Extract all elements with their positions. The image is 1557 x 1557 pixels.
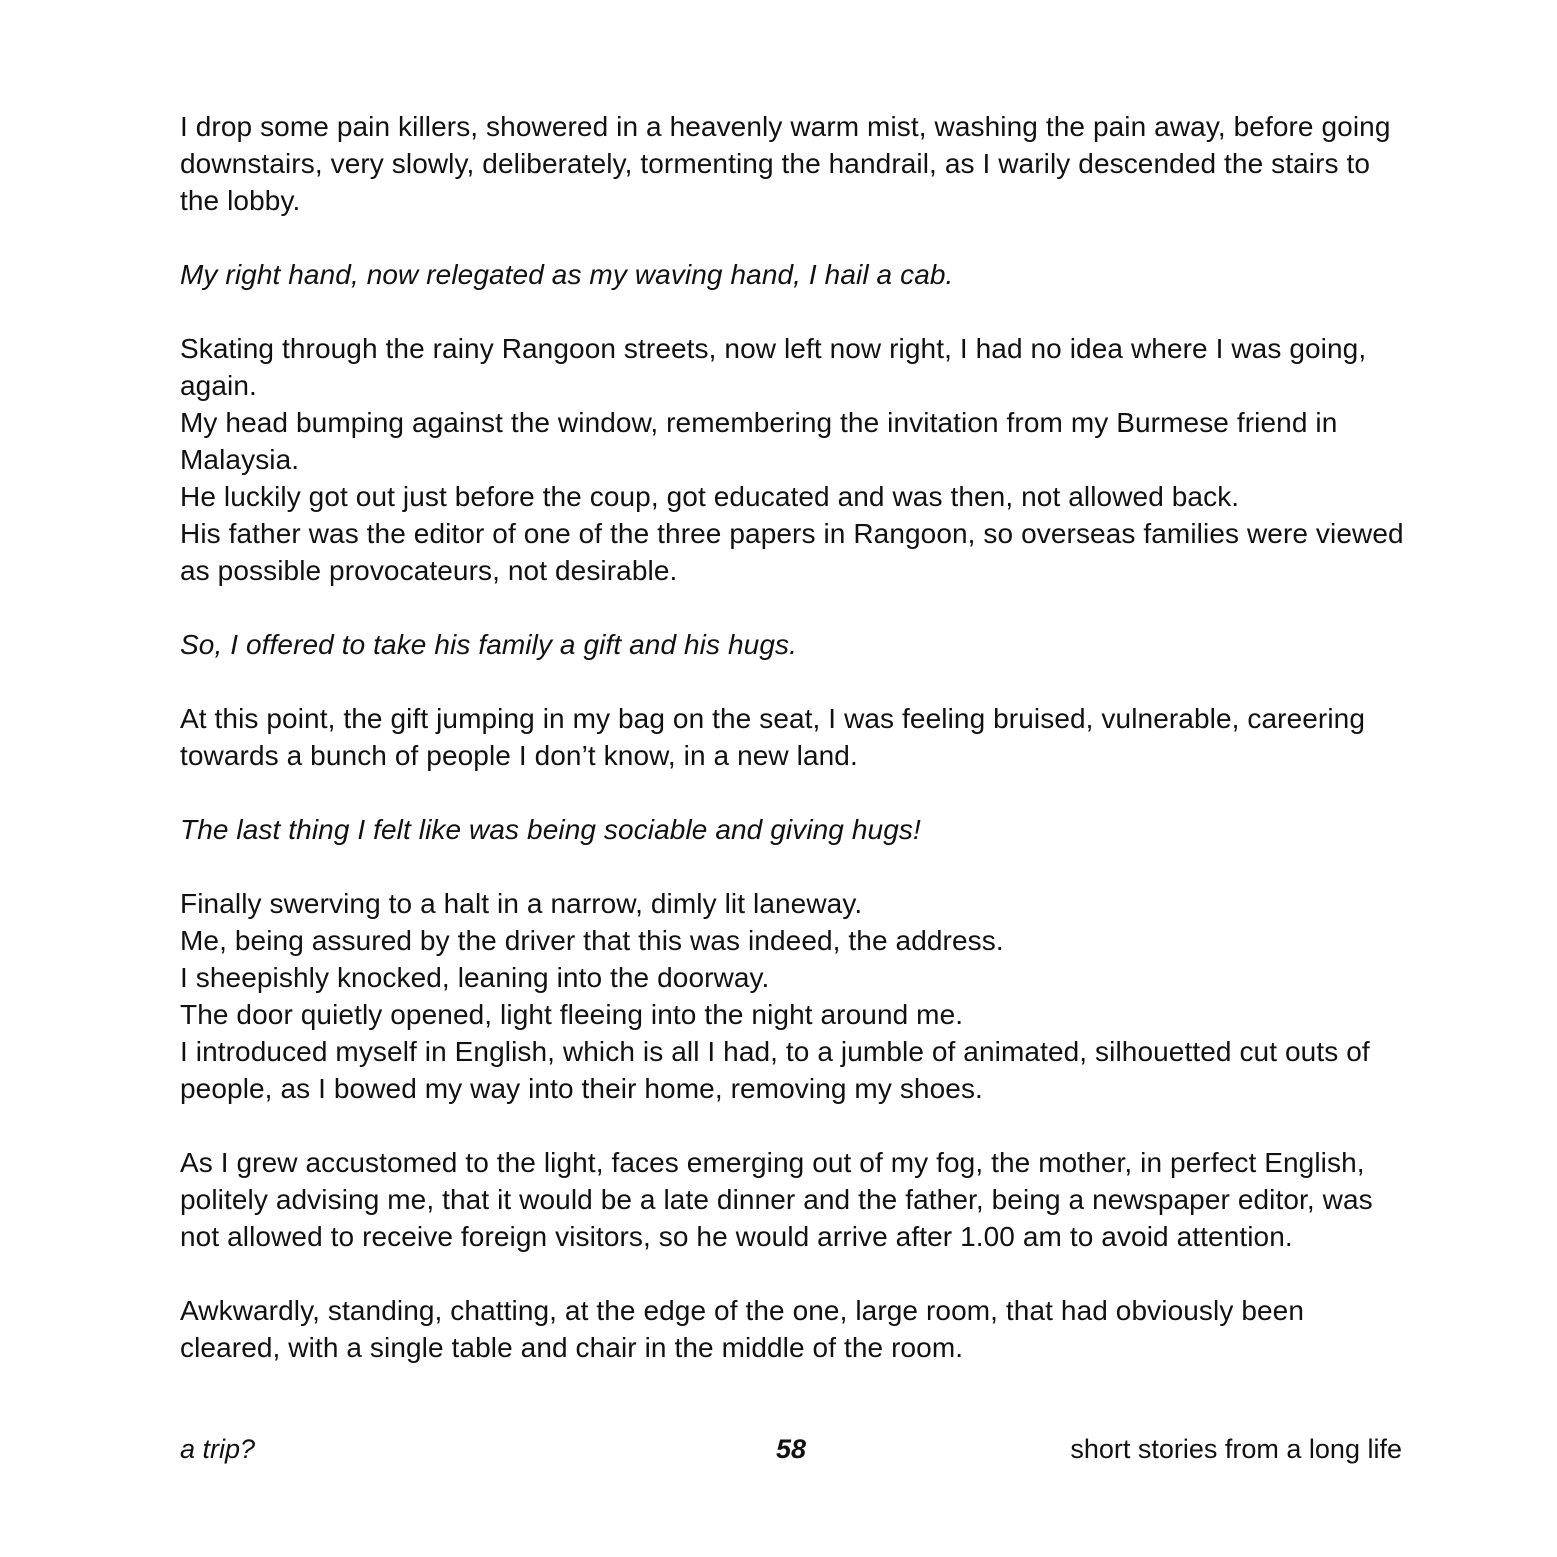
paragraph-line: The door quietly opened, light fleeing into the night around me. — [180, 999, 964, 1030]
paragraph — [180, 811, 1408, 848]
paragraph-line: Skating through the rainy Rangoon streets, now left now right, I had no idea where I was going, again. — [180, 333, 1367, 401]
paragraph-line: At this point, the gift jumping in my bag on the seat, I was feeling bruised, vulnerable, careering towards a bunch of people I don’t know, in a new land. — [180, 703, 1366, 771]
paragraph — [180, 885, 1408, 1107]
paragraph-line: I introduced myself in English, which is all I had, to a jumble of animated, silhouetted cut outs of people, as I bowed my way into their home, removing my shoes. — [180, 1036, 1370, 1104]
footer-chapter-title: a trip? — [180, 1434, 256, 1464]
paragraph — [180, 1144, 1408, 1255]
paragraph-line: He luckily got out just before the coup, got educated and was then, not allowed back. — [180, 481, 1240, 512]
paragraph-line: Me, being assured by the driver that this was indeed, the address. — [180, 925, 1004, 956]
footer-book-title: short stories from a long life — [1070, 1434, 1402, 1464]
paragraph — [180, 1292, 1408, 1366]
story-text — [180, 108, 1408, 1403]
paragraph-line: As I grew accustomed to the light, faces emerging out of my fog, the mother, in perfect English, politely advising me, that it would be a late dinner and the father, being a newspaper editor, was not allowed to receive foreign visitors, so he would arrive after 1.00 am to avoid attention. — [180, 1147, 1373, 1252]
paragraph — [180, 108, 1408, 219]
paragraph-line: My right hand, now relegated as my waving hand, I hail a cab. — [180, 259, 954, 290]
paragraph-line: My head bumping against the window, remembering the invitation from my Burmese friend in Malaysia. — [180, 407, 1338, 475]
paragraph — [180, 626, 1408, 663]
paragraph — [180, 330, 1408, 589]
paragraph — [180, 256, 1408, 293]
page-footer — [180, 1432, 1402, 1466]
paragraph-line: His father was the editor of one of the three papers in Rangoon, so overseas families were viewed as possible provocateurs, not desirable. — [180, 518, 1404, 586]
page-number: 58 — [775, 1434, 807, 1464]
paragraph-line: Finally swerving to a halt in a narrow, dimly lit laneway. — [180, 888, 863, 919]
paragraph-line: The last thing I felt like was being sociable and giving hugs! — [180, 814, 921, 845]
paragraph-line: I drop some pain killers, showered in a heavenly warm mist, washing the pain away, before going downstairs, very slowly, deliberately, tormenting the handrail, as I warily descended the stairs to the lobby. — [180, 111, 1391, 216]
paragraph — [180, 700, 1408, 774]
paragraph-line: So, I offered to take his family a gift and his hugs. — [180, 629, 797, 660]
paragraph-line: Awkwardly, standing, chatting, at the edge of the one, large room, that had obviously been cleared, with a single table and chair in the middle of the room. — [180, 1295, 1305, 1363]
paragraph-line: I sheepishly knocked, leaning into the doorway. — [180, 962, 770, 993]
